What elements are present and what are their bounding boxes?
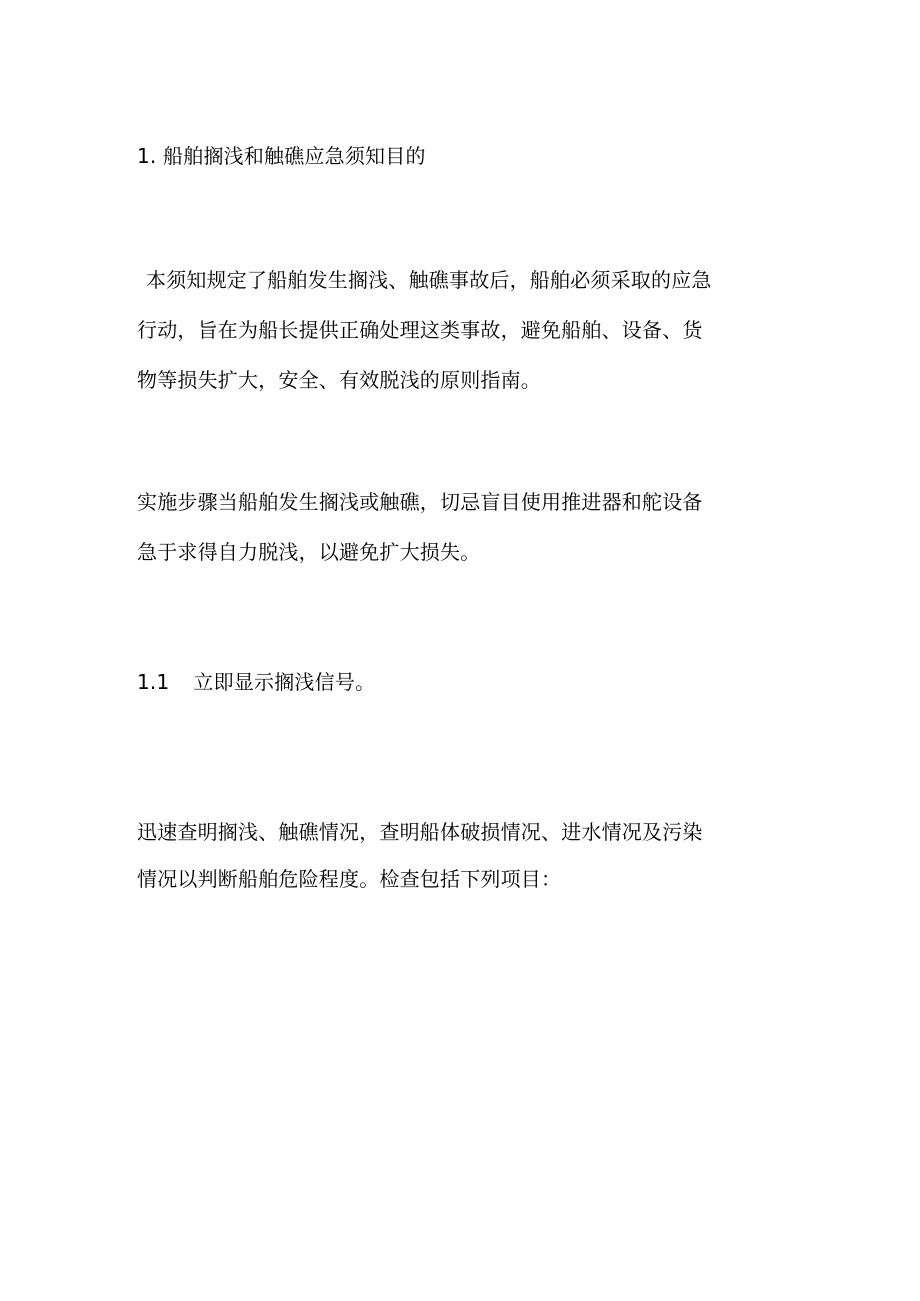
subsection-number: 1.1 (137, 670, 170, 694)
section-heading-1-1 (137, 670, 375, 694)
paragraph-3-line-2: 情况以判断船舶危险程度。检查包括下列项目： (137, 867, 562, 891)
section-heading-1 (137, 144, 426, 168)
paragraph-2-line-2: 急于求得自力脱浅，以避免扩大损失。 (137, 540, 481, 564)
paragraph-1-line-1: 本须知规定了船舶发生搁浅、触礁事故后，船舶必须采取的应急 (146, 268, 712, 292)
subsection-title: 立即显示搁浅信号。 (193, 670, 376, 694)
paragraph-1-line-3: 物等损失扩大，安全、有效脱浅的原则指南。 (137, 368, 541, 392)
paragraph-2-line-1: 实施步骤当船舶发生搁浅或触礁，切忌盲目使用推进器和舵设备 (137, 490, 703, 514)
paragraph-1-line-2: 行动，旨在为船长提供正确处理这类事故，避免船舶、设备、货 (137, 318, 703, 342)
section-number: 1. (137, 144, 157, 168)
section-title: 船舶搁浅和触礁应急须知目的 (163, 144, 426, 168)
paragraph-3-line-1: 迅速查明搁浅、触礁情况，查明船体破损情况、进水情况及污染 (137, 820, 703, 844)
